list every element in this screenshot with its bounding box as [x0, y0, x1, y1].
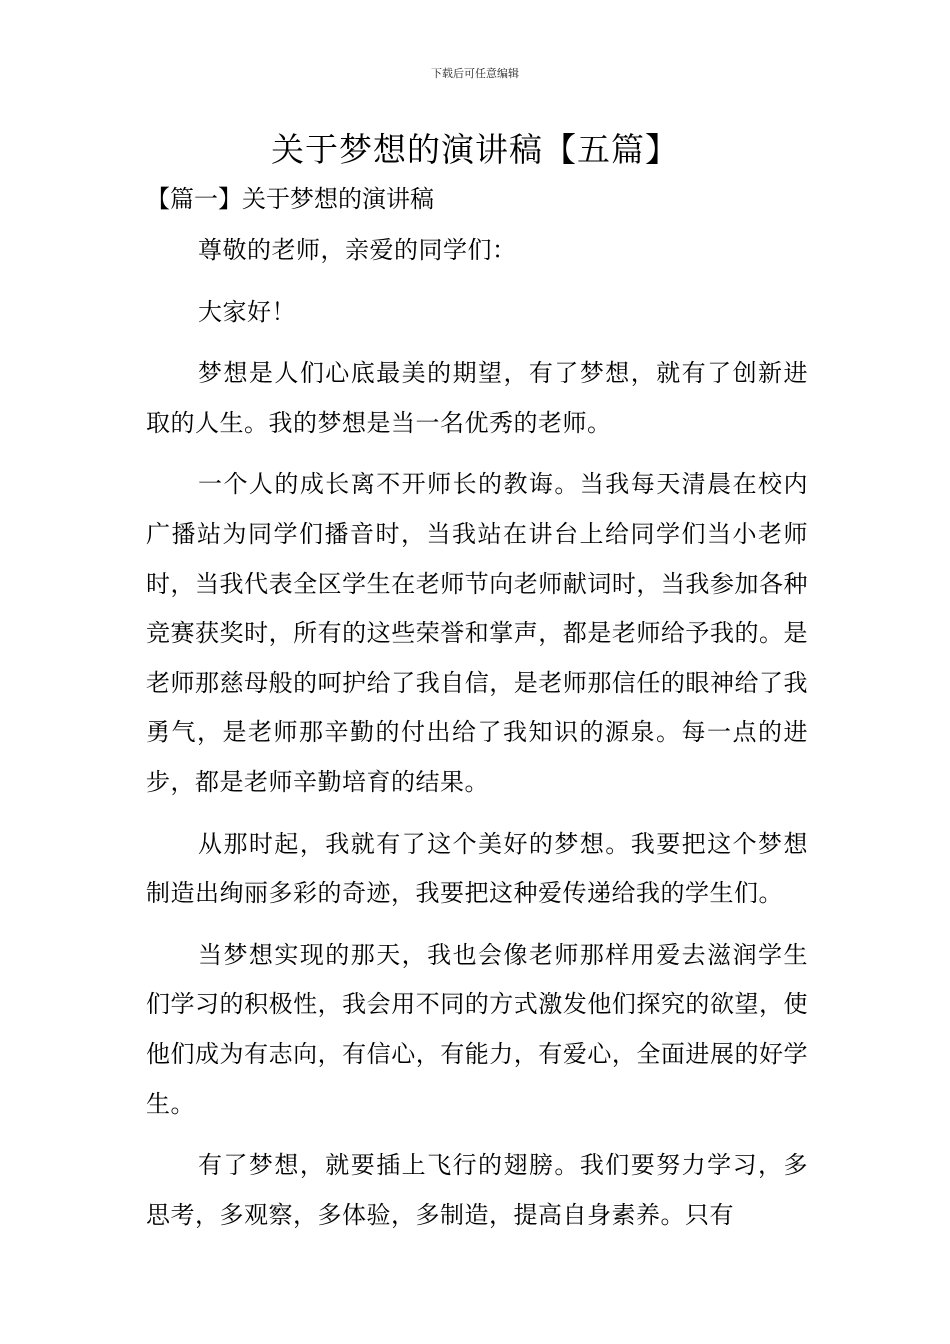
paragraph: 有了梦想，就要插上飞行的翅膀。我们要努力学习，多思考，多观察，多体验，多制造，提高自身素养。只有 [146, 1151, 808, 1229]
body-text [146, 226, 808, 1252]
paragraph: 一个人的成长离不开师长的教诲。当我每天清晨在校内广播站为同学们播音时，当我站在讲台上给同学们当小老师时，当我代表全区学生在老师节向老师献词时，当我参加各种竞赛获奖时，所有的这些荣誉和掌声，都是老师给予我的。是老师那慈母般的呵护给了我自信，是老师那信任的眼神给了我勇气，是老师那辛勤的付出给了我知识的源泉。每一点的进步，都是老师辛勤培育的结果。 [146, 470, 808, 796]
paragraph-salutation: 尊敬的老师，亲爱的同学们： [198, 236, 517, 264]
paragraph: 梦想是人们心底最美的期望，有了梦想，就有了创新进取的人生。我的梦想是当一名优秀的老师。 [146, 359, 808, 437]
paragraph: 当梦想实现的那天，我也会像老师那样用爱去滋润学生们学习的积极性，我会用不同的方式激发他们探究的欲望，使他们成为有志向，有信心，有能力，有爱心，全面进展的好学生。 [146, 940, 808, 1118]
document-title: 关于梦想的演讲稿【五篇】 [271, 130, 679, 169]
header-note: 下载后可任意编辑 [431, 67, 519, 80]
paragraph-greeting: 大家好！ [198, 297, 296, 326]
paragraph: 从那时起，我就有了这个美好的梦想。我要把这个梦想制造出绚丽多彩的奇迹，我要把这种爱传递给我的学生们。 [146, 829, 808, 908]
section-heading: 【篇一】关于梦想的演讲稿 [146, 185, 434, 213]
